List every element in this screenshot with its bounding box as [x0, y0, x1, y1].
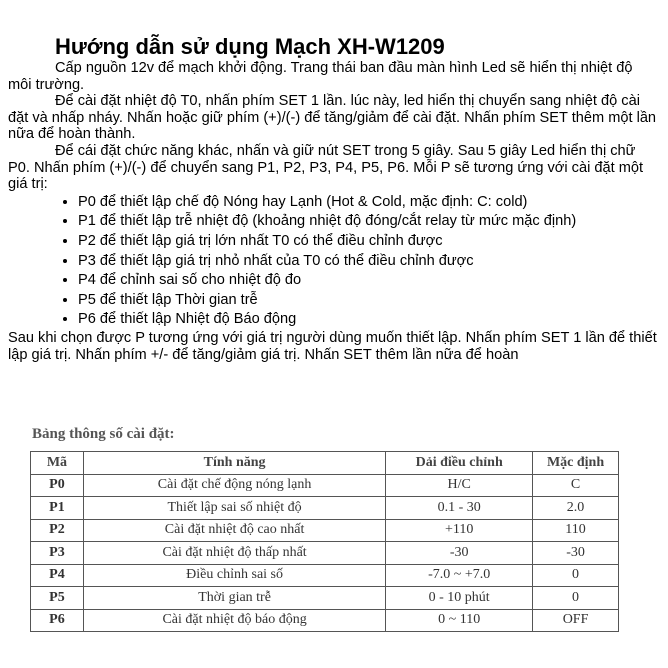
cell-default: C: [533, 474, 619, 497]
table-row: [31, 564, 619, 587]
header-code: Mã: [31, 452, 84, 475]
cell-code: P2: [31, 519, 84, 542]
list-item: • P0 để thiết lập chế độ Nóng hay Lạnh (Hot & Cold, mặc định: C: cold): [78, 193, 660, 213]
cell-feature: Thiết lập sai số nhiệt độ: [83, 497, 385, 520]
cell-default: 110: [533, 519, 619, 542]
cell-range: +110: [386, 519, 533, 542]
cell-range: 0 - 10 phút: [386, 587, 533, 610]
cell-code: P0: [31, 474, 84, 497]
table-row: [31, 587, 619, 610]
cell-feature: Cài đặt nhiệt độ thấp nhất: [83, 542, 385, 565]
table-row: [31, 519, 619, 542]
cell-range: -7.0 ~ +7.0: [386, 564, 533, 587]
cell-feature: Điều chỉnh sai số: [83, 564, 385, 587]
paragraph-other-functions: Để cái đặt chức năng khác, nhấn và giữ nút SET trong 5 giây. Sau 5 giây Led hiển thị chữ P0. Nhấn phím (+)/(-) để chuyển sang P1, P2, P3, P4, P5, P6. Mỗi P sẽ tương ứng với cài đặt một giá trị:: [8, 142, 644, 193]
cell-code: P3: [31, 542, 84, 565]
cell-code: P4: [31, 564, 84, 587]
cell-default: -30: [533, 542, 619, 565]
cell-feature: Cài đặt nhiệt độ báo động: [83, 609, 385, 632]
list-item: • P6 để thiết lập Nhiệt độ Báo động: [78, 310, 660, 330]
cell-default: 0: [533, 587, 619, 610]
list-item: • P4 để chỉnh sai số cho nhiệt độ đo: [78, 271, 660, 291]
settings-list: [8, 193, 660, 330]
header-default: Mặc định: [533, 452, 619, 475]
document-title: Hướng dẫn sử dụng Mạch XH-W1209: [55, 34, 445, 59]
cell-range: 0 ~ 110: [386, 609, 533, 632]
list-item: • P1 để thiết lập trễ nhiệt độ (khoảng nhiệt độ đóng/cắt relay từ mức mặc định): [78, 212, 660, 232]
instructions-body: [8, 60, 660, 363]
list-item: • P3 để thiết lập giá trị nhỏ nhất của T0 có thể điều chỉnh được: [78, 252, 660, 272]
table-row: [31, 474, 619, 497]
cell-feature: Cài đặt nhiệt độ cao nhất: [83, 519, 385, 542]
parameter-table: [30, 451, 619, 632]
cell-range: 0.1 - 30: [386, 497, 533, 520]
paragraph-closing: Sau khi chọn được P tương ứng với giá trị người dùng muốn thiết lập. Nhấn phím SET 1 lần để thiết lập giá trị. Nhấn phím +/- để tăng/giảm giá trị. Nhấn SET thêm lần nữa để hoàn: [8, 329, 657, 363]
header-range: Dải điều chỉnh: [386, 452, 533, 475]
table-row: [31, 542, 619, 565]
paragraph-power-on: Cấp nguồn 12v để mạch khởi động. Trang thái ban đầu màn hình Led sẽ hiển thị nhiệt độ môi trường.: [8, 60, 633, 93]
cell-default: 0: [533, 564, 619, 587]
cell-code: P1: [31, 497, 84, 520]
cell-default: OFF: [533, 609, 619, 632]
cell-range: -30: [386, 542, 533, 565]
cell-range: H/C: [386, 474, 533, 497]
table-title: Bảng thông số cài đặt:: [32, 426, 175, 442]
cell-feature: Cài đặt chế động nóng lạnh: [83, 474, 385, 497]
paragraph-set-temperature: Để cài đặt nhiệt độ T0, nhấn phím SET 1 lần. lúc này, led hiển thị chuyển sang nhiệt độ cài đặt và nhấp nháy. Nhấn hoặc giữ phím (+)/(-) để tăng/giảm để cài đặt. Nhấn phím SET thêm một lần nữa để hoàn thành.: [8, 93, 657, 143]
table-header-row: [31, 452, 619, 475]
table-row: [31, 497, 619, 520]
cell-code: P5: [31, 587, 84, 610]
list-item: • P2 để thiết lập giá trị lớn nhất T0 có thể điều chỉnh được: [78, 232, 660, 252]
cell-default: 2.0: [533, 497, 619, 520]
cell-feature: Thời gian trễ: [83, 587, 385, 610]
list-item: • P5 để thiết lập Thời gian trễ: [78, 291, 660, 311]
table-row: [31, 609, 619, 632]
cell-code: P6: [31, 609, 84, 632]
header-feature: Tính năng: [83, 452, 385, 475]
